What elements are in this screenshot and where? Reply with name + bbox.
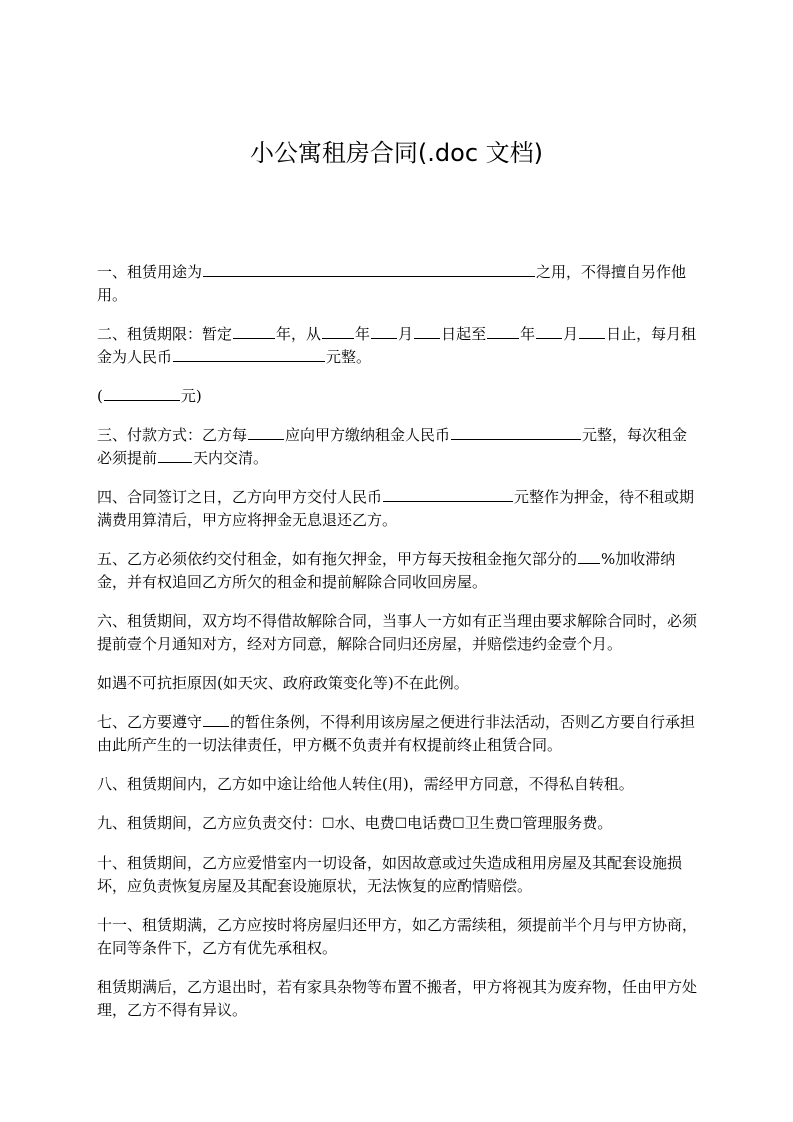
clause-2-text-d: 月 (398, 325, 414, 343)
fee-management: 管理服务费。 (522, 814, 613, 832)
clause-9 (97, 812, 697, 836)
blank-start-year (322, 324, 354, 339)
clause-3-text-c: 元整，每次租金必须提前 (97, 426, 688, 467)
clause-2-text-h: 日止， (606, 325, 652, 343)
clause-11: 十一、租赁期满，乙方应按时将房屋归还甲方，如乙方需续租，须提前半个月与甲方协商，在同等条件下，乙方有优先承租权。 (97, 916, 698, 957)
blank-end-month (536, 324, 562, 339)
clause-7 (97, 711, 697, 757)
blank-monthly-rent (173, 347, 325, 362)
checkbox-water-electricity[interactable]: ☐ (322, 816, 335, 832)
blank-end-day (579, 324, 605, 339)
checkbox-phone[interactable]: ☐ (394, 816, 408, 832)
clause-7-text-b: 的暂住条例，不得利用该房屋之便进行非法活动，否则乙方要自行承担由此所产生的一切法律责任，甲方概不负责并有权提前终止租赁合同。 (97, 713, 696, 754)
clause-2-amount (97, 385, 697, 408)
clause-2-text-e: 日起至 (441, 325, 487, 343)
clause-2-text-c: 年 (355, 325, 371, 343)
page-title: 小公寓租房合同(.doc 文档) (249, 139, 544, 167)
clause-3-text-a: 三、付款方式：乙方每 (97, 426, 248, 444)
clause-2 (97, 323, 697, 369)
fee-sanitation: 卫生费 (464, 814, 510, 832)
clause-3 (97, 424, 697, 470)
blank-term-years (233, 324, 275, 339)
blank-regulation-city (203, 712, 229, 727)
fee-water-electricity: 水、电费 (334, 814, 395, 832)
clause-2-text-i: 每月租金为人民币 (97, 325, 697, 366)
clause-4-text-a: 四、合同签订之日，乙方向甲方交付人民币 (97, 488, 383, 506)
clause-4 (97, 486, 697, 532)
clause-5 (97, 548, 697, 594)
blank-end-year (487, 324, 519, 339)
clause-3-text-b: 应向甲方缴纳租金人民币 (285, 426, 451, 444)
clause-5-text-b: %加收滞纳金，并有权追回乙方所欠的租金和提前解除合同收回房屋。 (97, 550, 676, 591)
clause-3-text-d: 天内交清。 (193, 449, 269, 467)
blank-payment-period (248, 425, 284, 440)
clause-6: 六、租赁期间，双方均不得借故解除合同，当事人一方如有正当理由要求解除合同时，必须提前壹个月通知对方，经对方同意，解除合同归还房屋，并赔偿违约金壹个月。 (97, 612, 698, 653)
blank-rent-figure (104, 386, 180, 401)
clause-2-text-f: 年 (520, 325, 536, 343)
blank-usage (203, 262, 535, 277)
checkbox-management[interactable]: ☐ (509, 816, 523, 832)
clause-1 (97, 261, 697, 307)
clause-2-text-b: 年，从 (276, 325, 322, 343)
blank-deposit (383, 487, 513, 502)
blank-payment-amount (451, 425, 581, 440)
blank-days-ahead (158, 448, 192, 463)
clause-2-text-j: 元整。 (326, 348, 372, 366)
blank-late-fee-percent (578, 549, 600, 564)
clause-6-exception: 如遇不可抗拒原因(如天灾、政府政策变化等)不在此例。 (97, 674, 469, 692)
fee-phone: 电话费 (407, 814, 453, 832)
clause-9-text-a: 九、租赁期间，乙方应负责交付： (97, 814, 323, 832)
blank-start-month (371, 324, 397, 339)
blank-start-day (414, 324, 440, 339)
clause-1-text-b: 之用，不得擅自另作他用。 (97, 263, 687, 304)
checkbox-sanitation[interactable]: ☐ (452, 816, 465, 832)
amount-open-paren: ( (97, 387, 103, 405)
document-body (97, 261, 697, 1038)
clause-1-text-a: 一、租赁用途为 (97, 263, 203, 281)
clause-2-text-g: 月 (563, 325, 579, 343)
clause-8: 八、租赁期间内，乙方如中途让给他人转住(用)，需经甲方同意，不得私自转租。 (97, 775, 634, 793)
clause-2-text-a: 二、租赁期限：暂定 (97, 325, 233, 343)
clause-7-text-a: 七、乙方要遵守 (97, 713, 203, 731)
clause-5-text-a: 五、乙方必须依约交付租金，如有拖欠押金，甲方每天按租金拖欠部分的 (97, 550, 578, 568)
clause-10: 十、租赁期间，乙方应爱惜室内一切设备，如因故意或过失造成租用房屋及其配套设施损坏，应负责恢复房屋及其配套设施原状，无法恢复的应酌情赔偿。 (97, 854, 683, 895)
amount-unit: 元) (180, 387, 202, 405)
clause-4-text-b: 元整作为押金，待不租或期满费用算清后，甲方应将押金无息退还乙方。 (97, 488, 695, 529)
clause-11-after-expiry: 租赁期满后，乙方退出时，若有家具杂物等布置不搬者，甲方将视其为废弃物，任由甲方处理，乙方不得有异议。 (97, 978, 698, 1019)
